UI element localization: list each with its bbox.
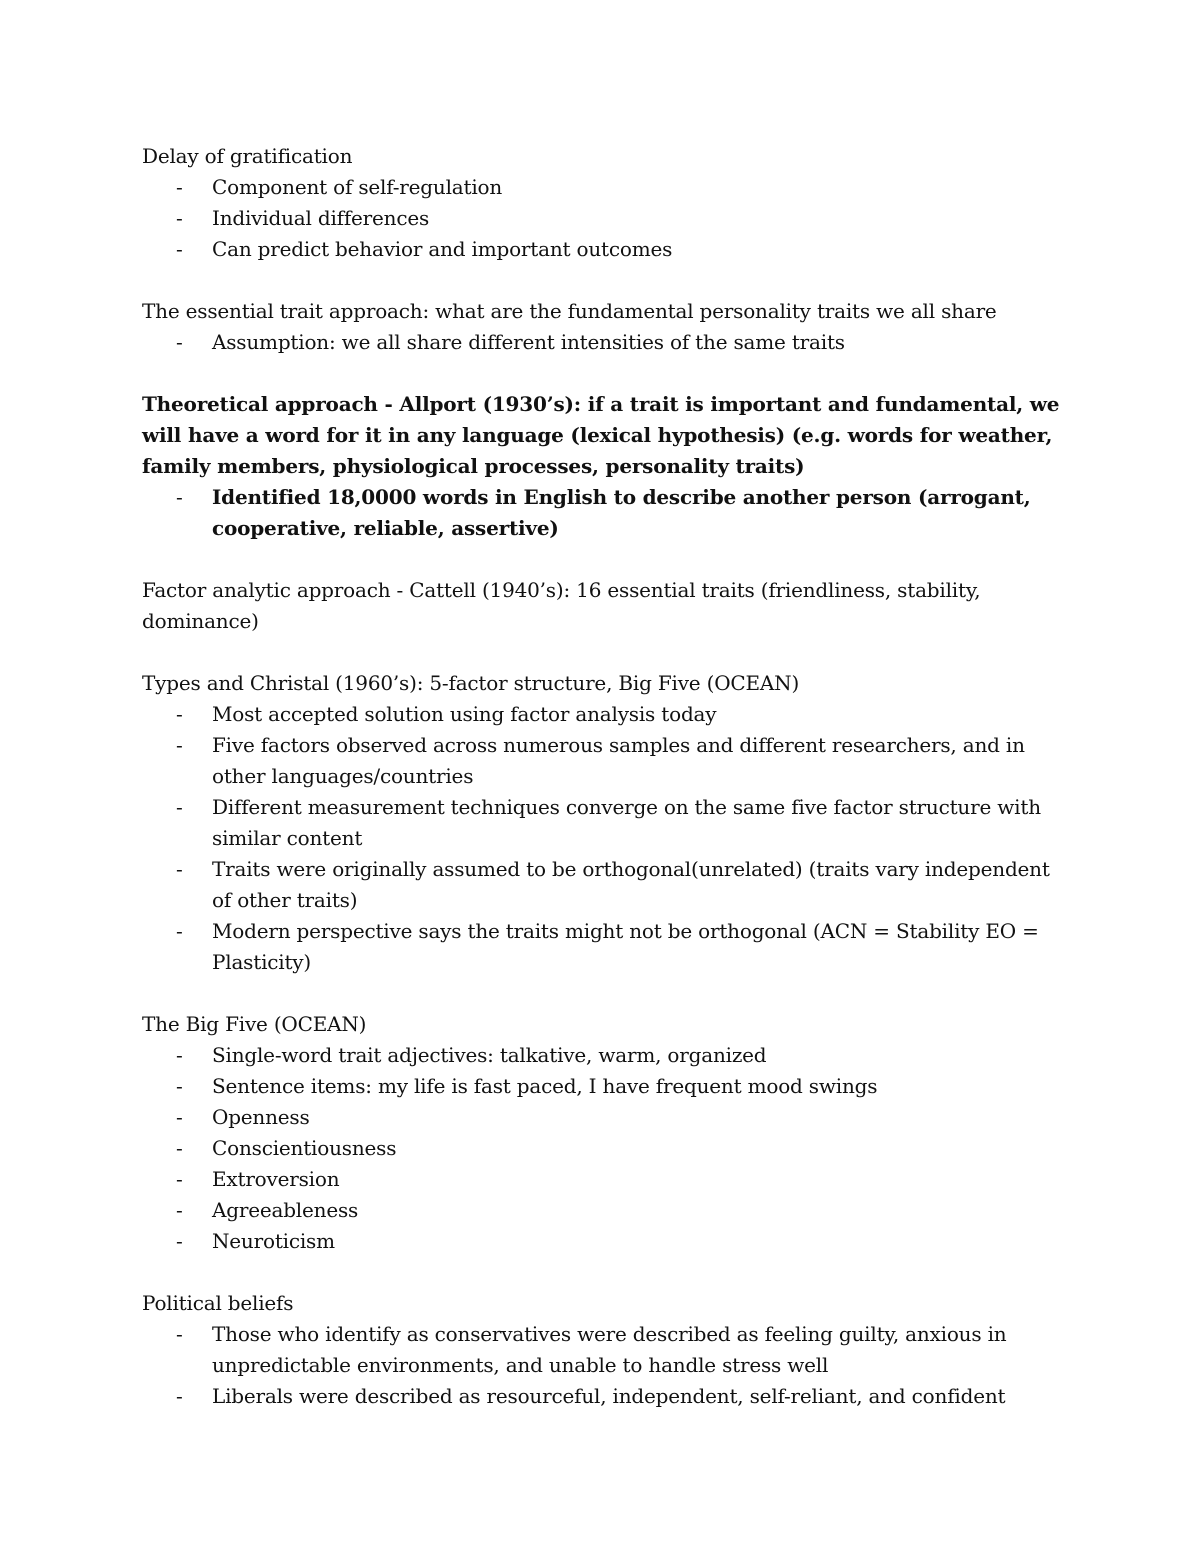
section-political-beliefs xyxy=(142,1288,1072,1412)
bullet-dash: - xyxy=(176,857,183,881)
bullet-dash: - xyxy=(176,485,183,509)
bullet-list xyxy=(142,699,1072,978)
bullet-text: Single-word trait adjectives: talkative, warm, organized xyxy=(212,1043,767,1067)
bullet-text: Modern perspective says the traits might not be orthogonal (ACN = Stability EO = Plasticity) xyxy=(212,919,1039,974)
bullet-text: Assumption: we all share different intensities of the same traits xyxy=(212,330,845,354)
bullet-text: Neuroticism xyxy=(212,1229,335,1253)
bullet-dash: - xyxy=(176,1043,183,1067)
list-item xyxy=(142,792,1072,854)
section-delay-of-gratification xyxy=(142,141,1072,265)
list-item xyxy=(142,203,1072,234)
section-heading: The Big Five (OCEAN) xyxy=(142,1012,367,1036)
bullet-list xyxy=(142,1319,1072,1412)
list-item xyxy=(142,1071,1072,1102)
section-big-five xyxy=(142,1009,1072,1257)
list-item xyxy=(142,1040,1072,1071)
bullet-text: Those who identify as conservatives were described as feeling guilty, anxious in unpredictable environments, and unable to handle stress well xyxy=(212,1322,1007,1377)
list-item xyxy=(142,1195,1072,1226)
bullet-list xyxy=(142,1040,1072,1257)
section-heading: Types and Christal (1960’s): 5-factor structure, Big Five (OCEAN) xyxy=(142,671,800,695)
section-essential-trait-approach xyxy=(142,296,1072,358)
bullet-dash: - xyxy=(176,1136,183,1160)
section-heading: Political beliefs xyxy=(142,1291,294,1315)
list-item xyxy=(142,1381,1072,1412)
list-item xyxy=(142,699,1072,730)
list-item xyxy=(142,1133,1072,1164)
bullet-text: Extroversion xyxy=(212,1167,340,1191)
section-heading: Theoretical approach - Allport (1930’s): if a trait is important and fundamental, we will have a word for it in any language (lexical hypothesis) (e.g. words for weather, family members, physiological processes, personality traits) xyxy=(142,392,1060,478)
bullet-text: Sentence items: my life is fast paced, I have frequent mood swings xyxy=(212,1074,878,1098)
bullet-text: Individual differences xyxy=(212,206,430,230)
section-theoretical-approach xyxy=(142,389,1072,544)
bullet-text: Identified 18,0000 words in English to describe another person (arrogant, cooperative, reliable, assertive) xyxy=(212,485,1031,540)
list-item xyxy=(142,1102,1072,1133)
bullet-dash: - xyxy=(176,733,183,757)
section-types-and-christal xyxy=(142,668,1072,978)
list-item xyxy=(142,1164,1072,1195)
bullet-dash: - xyxy=(176,919,183,943)
bullet-dash: - xyxy=(176,1074,183,1098)
list-item xyxy=(142,234,1072,265)
bullet-dash: - xyxy=(176,237,183,261)
section-factor-analytic-approach xyxy=(142,575,1072,637)
bullet-text: Liberals were described as resourceful, independent, self-reliant, and confident xyxy=(212,1384,1006,1408)
list-item xyxy=(142,1319,1072,1381)
document-page xyxy=(142,141,1072,1443)
bullet-text: Traits were originally assumed to be orthogonal(unrelated) (traits vary independent of other traits) xyxy=(212,857,1050,912)
bullet-dash: - xyxy=(176,175,183,199)
bullet-text: Openness xyxy=(212,1105,310,1129)
list-item xyxy=(142,1226,1072,1257)
section-heading: Factor analytic approach - Cattell (1940’s): 16 essential traits (friendliness, stability, dominance) xyxy=(142,578,981,633)
bullet-dash: - xyxy=(176,1229,183,1253)
bullet-dash: - xyxy=(176,1322,183,1346)
bullet-text: Can predict behavior and important outcomes xyxy=(212,237,673,261)
bullet-dash: - xyxy=(176,1167,183,1191)
list-item xyxy=(142,854,1072,916)
list-item xyxy=(142,482,1072,544)
bullet-list xyxy=(142,482,1072,544)
bullet-dash: - xyxy=(176,1384,183,1408)
bullet-text: Different measurement techniques converge on the same five factor structure with similar content xyxy=(212,795,1041,850)
list-item xyxy=(142,916,1072,978)
bullet-dash: - xyxy=(176,1198,183,1222)
bullet-dash: - xyxy=(176,702,183,726)
bullet-list xyxy=(142,327,1072,358)
list-item xyxy=(142,327,1072,358)
bullet-text: Conscientiousness xyxy=(212,1136,397,1160)
bullet-dash: - xyxy=(176,330,183,354)
section-heading: The essential trait approach: what are the fundamental personality traits we all share xyxy=(142,299,997,323)
bullet-text: Most accepted solution using factor analysis today xyxy=(212,702,717,726)
list-item xyxy=(142,172,1072,203)
bullet-text: Agreeableness xyxy=(212,1198,359,1222)
list-item xyxy=(142,730,1072,792)
bullet-dash: - xyxy=(176,795,183,819)
bullet-text: Five factors observed across numerous samples and different researchers, and in other languages/countries xyxy=(212,733,1025,788)
bullet-dash: - xyxy=(176,206,183,230)
section-heading: Delay of gratification xyxy=(142,144,353,168)
bullet-list xyxy=(142,172,1072,265)
bullet-dash: - xyxy=(176,1105,183,1129)
bullet-text: Component of self-regulation xyxy=(212,175,503,199)
